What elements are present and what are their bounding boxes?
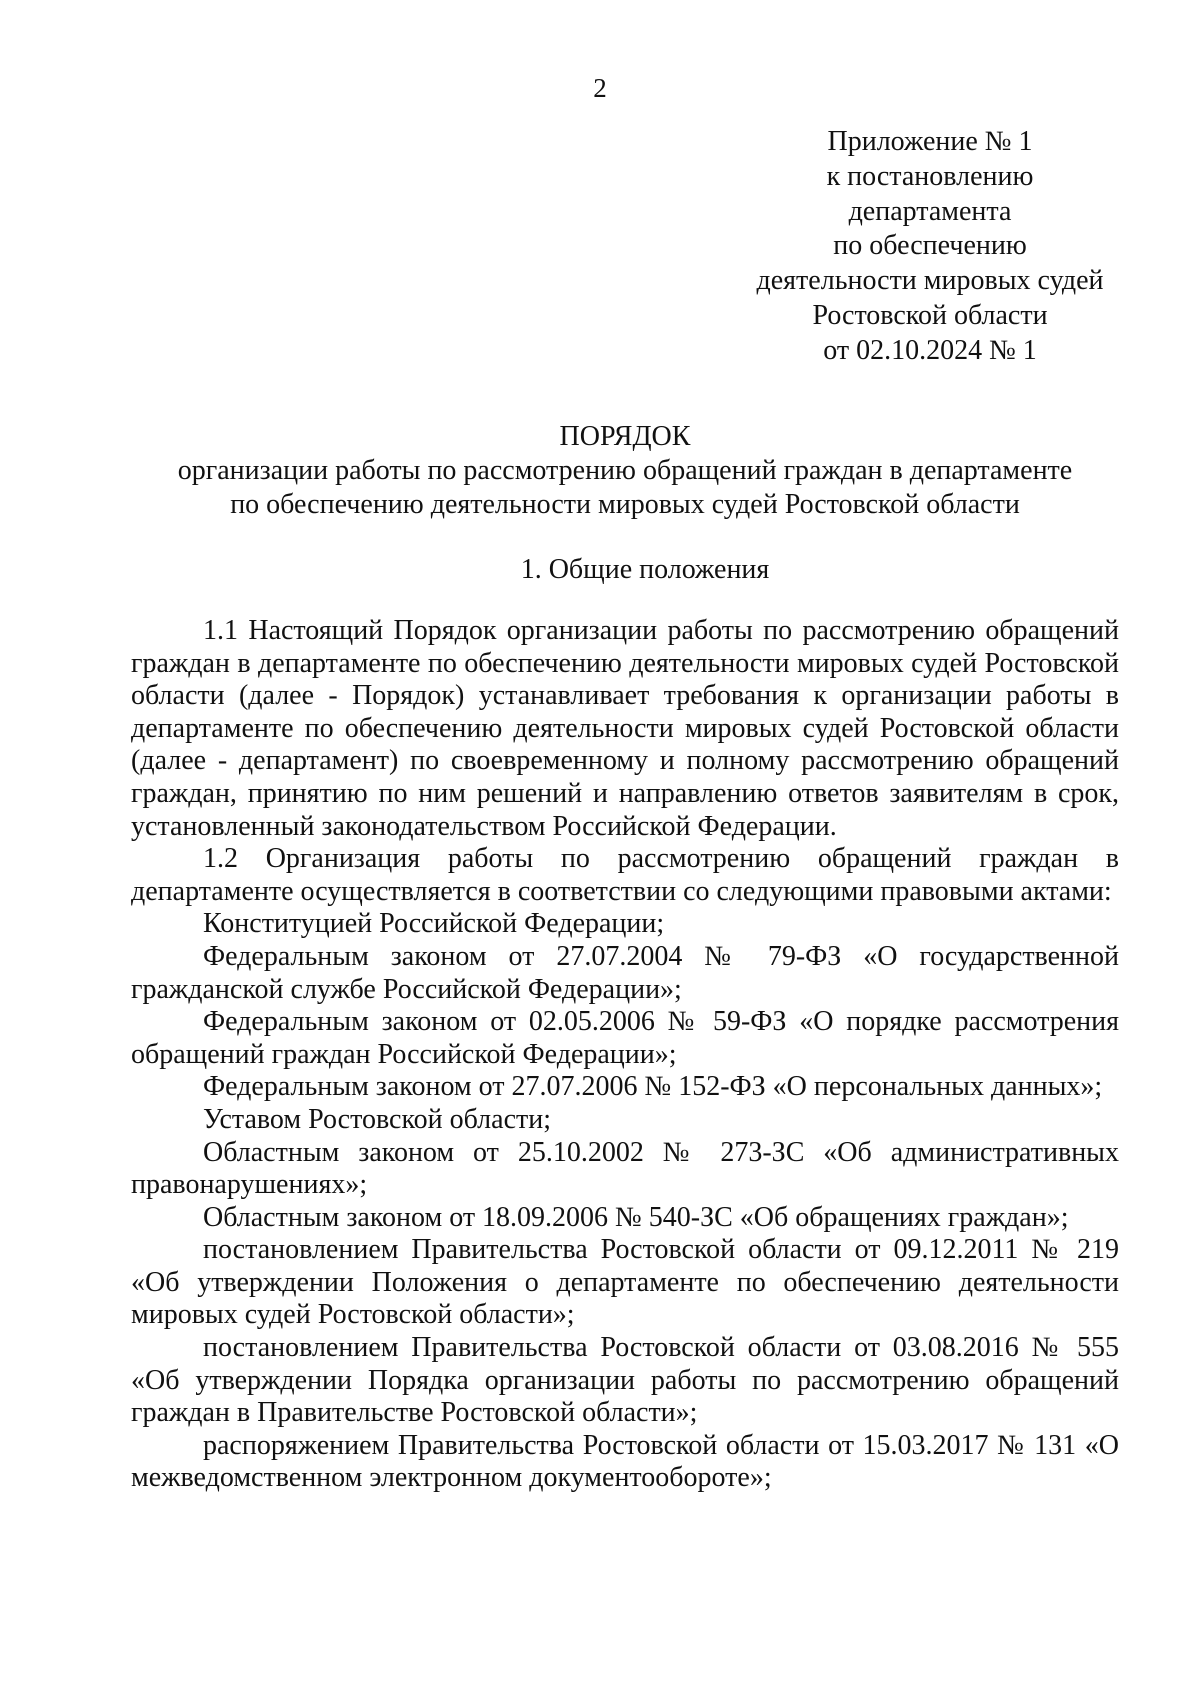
appendix-line: деятельности мировых судей bbox=[756, 265, 1104, 297]
paragraph: Областным законом от 25.10.2002 № 273-ЗС «Об административных правонарушениях»; bbox=[131, 1136, 1119, 1201]
appendix-block bbox=[740, 125, 1120, 369]
paragraph: Федеральным законом от 27.07.2004 № 79-ФЗ «О государственной гражданской службе Российской Федерации»; bbox=[131, 940, 1119, 1005]
paragraph: Федеральным законом от 27.07.2006 № 152-ФЗ «О персональных данных»; bbox=[203, 1071, 1103, 1103]
paragraph: распоряжением Правительства Ростовской области от 15.03.2017 № 131 «О межведомственном электронном документообороте»; bbox=[131, 1429, 1119, 1494]
appendix-line: от 02.10.2024 № 1 bbox=[823, 334, 1037, 366]
paragraph: 1.2 Организация работы по рассмотрению обращений граждан в департаменте осуществляется в соответствии со следующими правовыми актами: bbox=[131, 843, 1119, 907]
paragraph: Федеральным законом от 02.05.2006 № 59-ФЗ «О порядке рассмотрения обращений граждан Российской Федерации»; bbox=[131, 1006, 1119, 1070]
appendix-line: Приложение № 1 bbox=[827, 126, 1033, 157]
section-heading: 1. Общие положения bbox=[520, 554, 770, 585]
document-body bbox=[131, 615, 1119, 1495]
paragraph: 1.1 Настоящий Порядок организации работы по рассмотрению обращений граждан в департаменте по обеспечению деятельности мировых судей Ростовской области (далее - Порядок) устанавливает требования к организации работы в департаменте по обеспечению деятельности мировых судей Ростовской области (далее - департамент) по своевременному и полному рассмотрению обращений граждан, принятию по ним решений и направлению ответов заявителям в срок, установленный законодательством Российской Федерации. bbox=[131, 615, 1119, 842]
paragraph: постановлением Правительства Ростовской области от 03.08.2016 № 555 «Об утверждении Порядка организации работы по рассмотрению обращений граждан в Правительстве Ростовской области»; bbox=[131, 1332, 1119, 1429]
paragraph: Конституцией Российской Федерации; bbox=[203, 908, 665, 940]
title-subtitle-line: организации работы по рассмотрению обращений граждан в департаменте bbox=[177, 455, 1073, 486]
title-subtitle-line: по обеспечению деятельности мировых судей Ростовской области bbox=[230, 489, 1020, 520]
document-title bbox=[130, 420, 1120, 522]
title-heading: ПОРЯДОК bbox=[559, 421, 691, 452]
page-number: 2 bbox=[593, 73, 607, 103]
appendix-line: департамента bbox=[848, 195, 1012, 227]
appendix-line: Ростовской области bbox=[812, 299, 1048, 331]
paragraph: Областным законом от 18.09.2006 № 540-ЗС «Об обращениях граждан»; bbox=[203, 1201, 1069, 1233]
appendix-line: по обеспечению bbox=[833, 230, 1027, 262]
appendix-line: к постановлению bbox=[826, 160, 1034, 192]
paragraph: постановлением Правительства Ростовской области от 09.12.2011 № 219 «Об утверждении Положения о департаменте по обеспечению деятельности мировых судей Ростовской области»; bbox=[131, 1234, 1119, 1331]
paragraph: Уставом Ростовской области; bbox=[203, 1103, 552, 1135]
